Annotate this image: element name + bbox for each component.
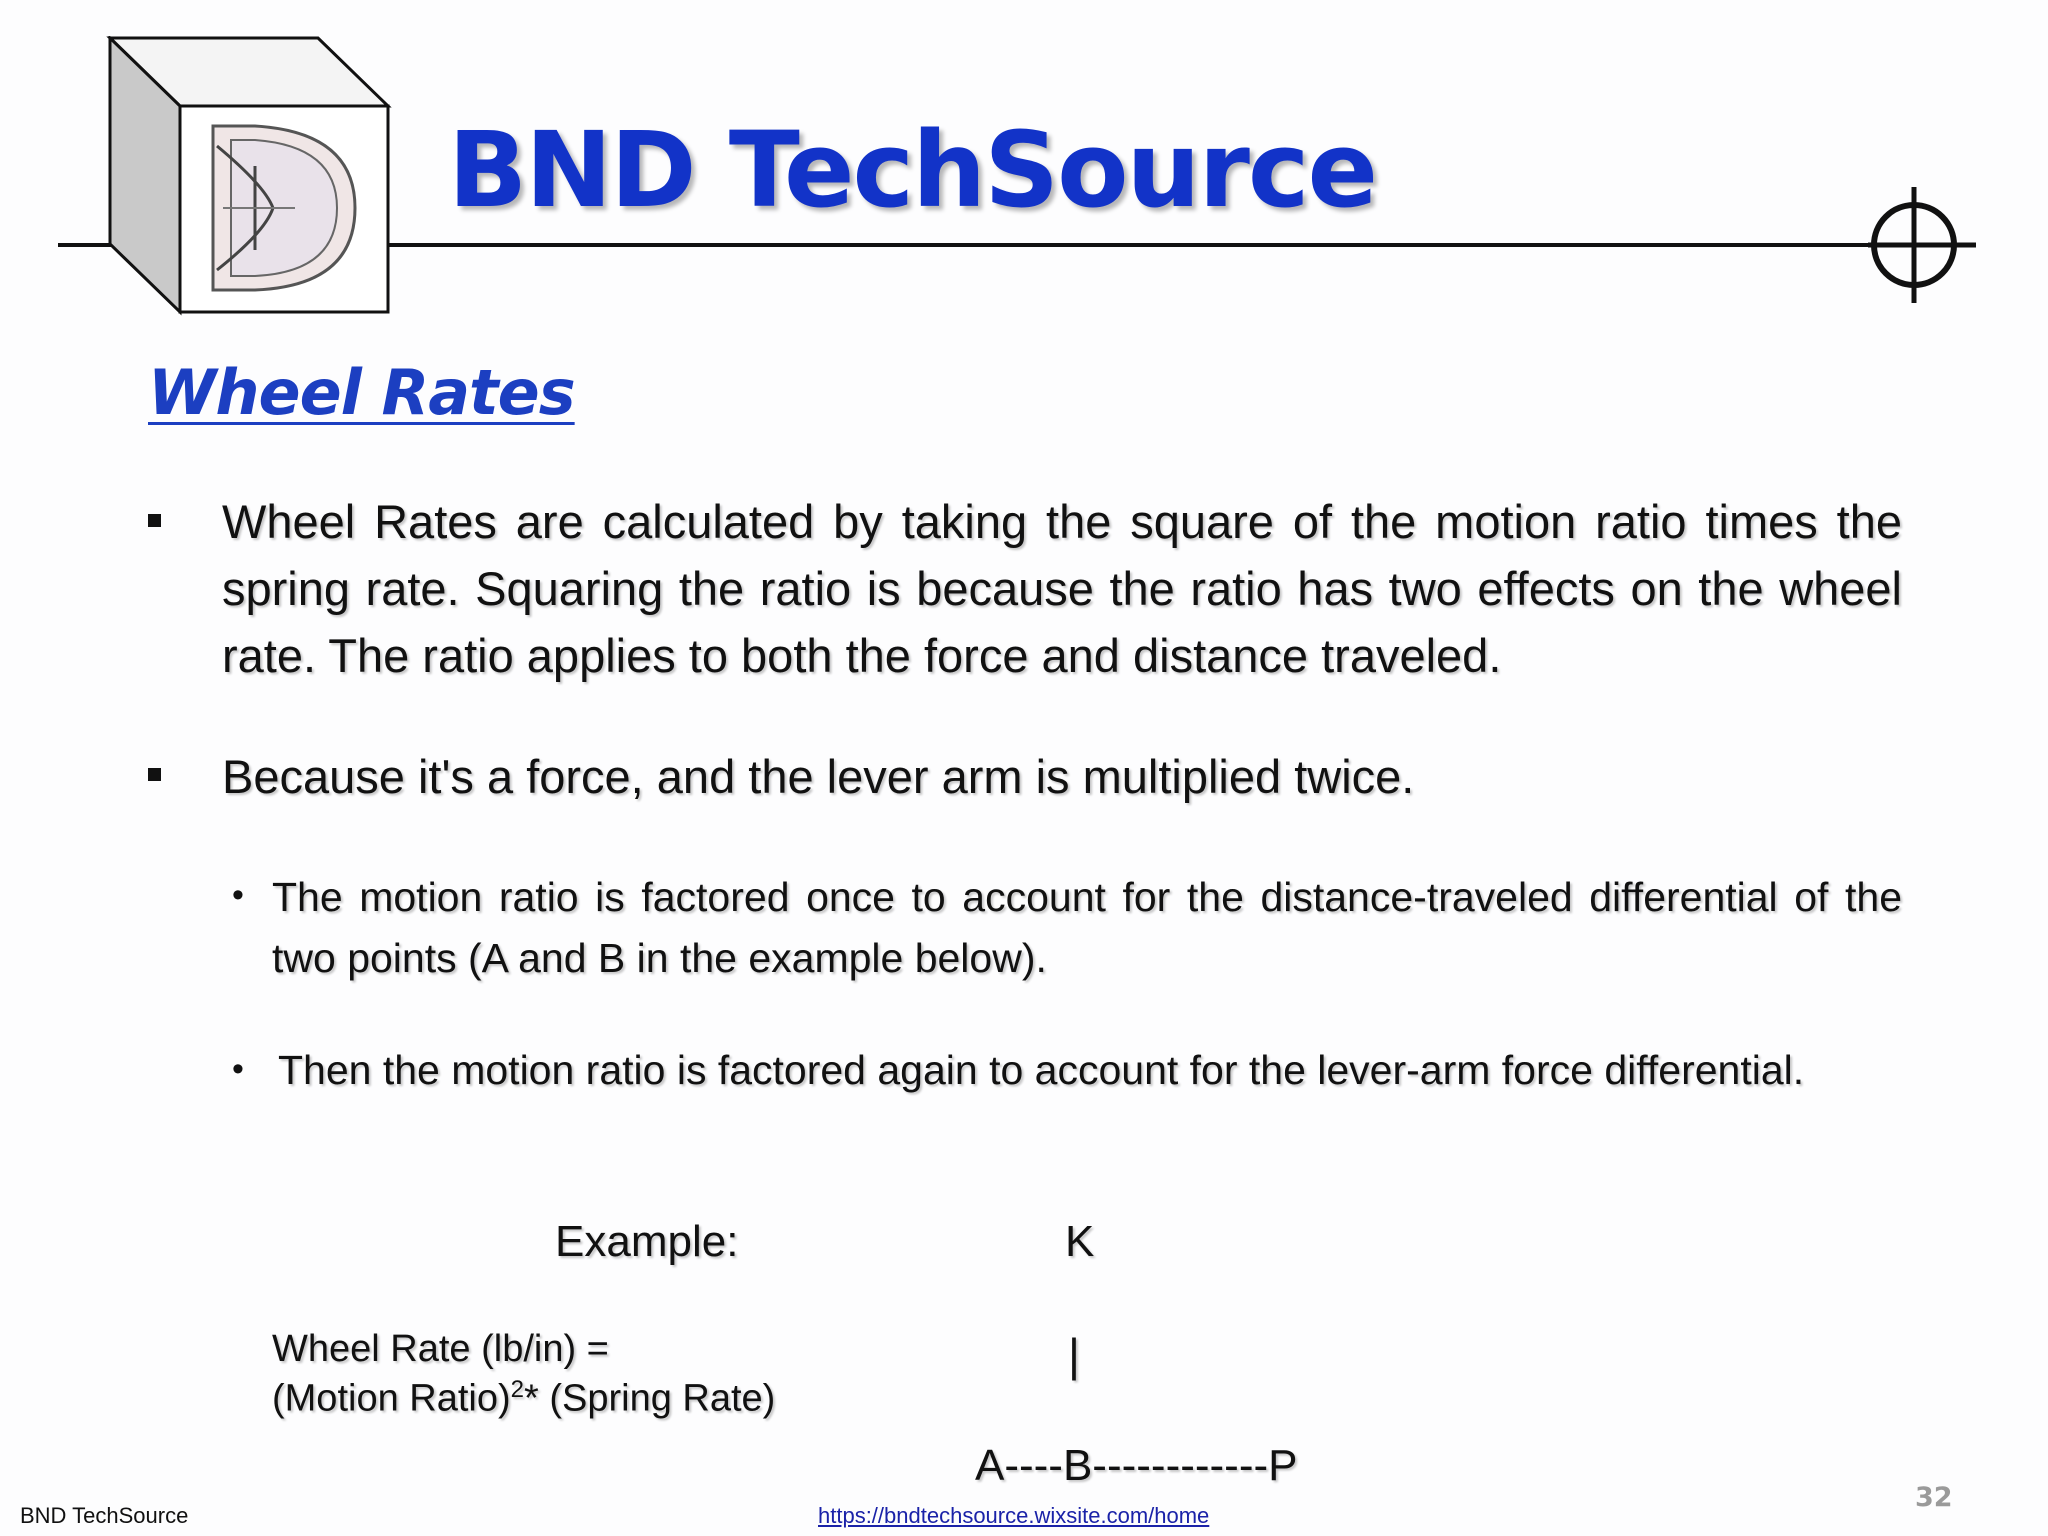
section-title: Wheel Rates [148,356,575,429]
formula-line-1: Wheel Rate (lb/in) = [272,1328,609,1370]
round-bullet-icon: • [232,1050,244,1088]
lever-diagram: A----B------------P [975,1441,1298,1490]
bullet-text: Wheel Rates are calculated by taking the square of the motion ratio times the spring rate. Squaring the ratio is because the ratio has two effects on the wheel rate. The ratio applies to both the force and distance traveled. [222,495,1902,682]
sub-bullet-text: Then the motion ratio is factored again to account for the lever-arm force differential. [278,1047,1805,1093]
brand-title: BND TechSource [448,109,1377,231]
formula-exponent: 2 [510,1376,524,1403]
footer-website-link[interactable]: https://bndtechsource.wixsite.com/home [818,1503,1210,1528]
square-bullet-icon [148,514,161,527]
page-number: 32 [1915,1482,1953,1513]
formula-spring-rate: * (Spring Rate) [524,1377,776,1420]
round-bullet-icon: • [232,876,244,914]
example-label: Example: [555,1217,739,1266]
footer-brand: BND TechSource [20,1503,189,1528]
formula-motion-ratio: (Motion Ratio) [272,1377,511,1420]
bullet-text: Because it's a force, and the lever arm is multiplied twice. [222,750,1415,803]
spring-k-label: K [1065,1217,1095,1266]
spring-pipe: | [1068,1329,1080,1381]
crosshair-target-icon [1868,185,1978,305]
sub-bullet-text: The motion ratio is factored once to account for the distance-traveled differential of the two points (A and B in the example below). [272,874,1902,981]
square-bullet-icon [148,768,161,781]
formula-line-2 [272,1378,775,1418]
bnd-cube-logo [105,36,395,316]
